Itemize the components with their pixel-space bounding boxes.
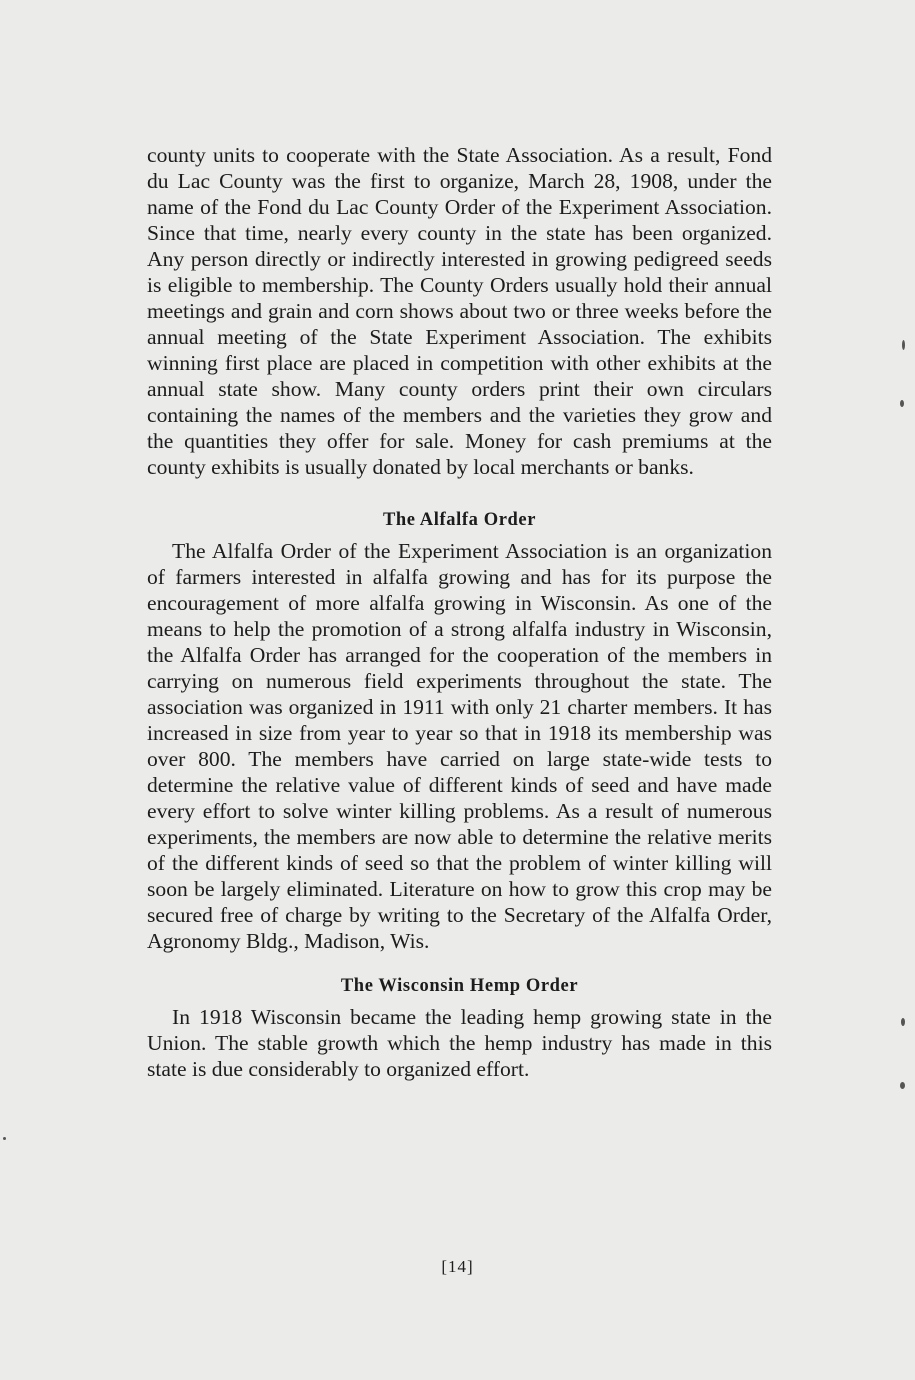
scan-speck [900, 1082, 905, 1089]
document-body [147, 142, 772, 1082]
paragraph-hemp-order: In 1918 Wisconsin became the leading hemp growing state in the Union. The stable growth which the hemp industry has made in this state is due considerably to organized effort. [147, 1005, 772, 1081]
paragraph-county-orders: county units to cooperate with the State Association. As a result, Fond du Lac County was the first to organize, March 28, 1908, under the name of the Fond du Lac County Order of the Experiment Association. Since that time, nearly every county in the state has been organized. Any person directly or indirectly interested in growing pedigreed seeds is eligible to membership. The County Orders usually hold their annual meetings and grain and corn shows about two or three weeks before the annual meeting of the State Experiment Association. The exhibits winning first place are placed in competition with other exhibits at the annual state show. Many county orders print their own circulars containing the names of the members and the varieties they grow and the quantities they offer for sale. Money for cash premiums at the county exhibits is usually donated by local merchants or banks. [147, 143, 772, 479]
scan-speck [3, 1137, 6, 1140]
scan-speck [901, 1018, 905, 1026]
paragraph-alfalfa-order: The Alfalfa Order of the Experiment Association is an organization of farmers interested in alfalfa growing and has for its purpose the encouragement of more alfalfa growing in Wisconsin. As one of the means to help the promotion of a strong alfalfa industry in Wisconsin, the Alfalfa Order has arranged for the cooperation of the members in carrying on numerous field experiments throughout the state. The association was organized in 1911 with only 21 charter members. It has increased in size from year to year so that in 1918 its membership was over 800. The members have carried on large state-wide tests to determine the relative value of different kinds of seed and have made every effort to solve winter killing problems. As a result of numerous experiments, the members are now able to determine the relative merits of the different kinds of seed so that the problem of winter killing will soon be largely eliminated. Literature on how to grow this crop may be secured free of charge by writing to the Secretary of the Alfalfa Order, Agronomy Bldg., Madison, Wis. [147, 539, 772, 953]
page-number: [14] [441, 1257, 474, 1276]
scan-speck [900, 400, 904, 407]
section-heading-hemp-order: The Wisconsin Hemp Order [340, 976, 579, 996]
scan-speck [902, 340, 905, 350]
section-heading-alfalfa-order: The Alfalfa Order [382, 510, 537, 530]
